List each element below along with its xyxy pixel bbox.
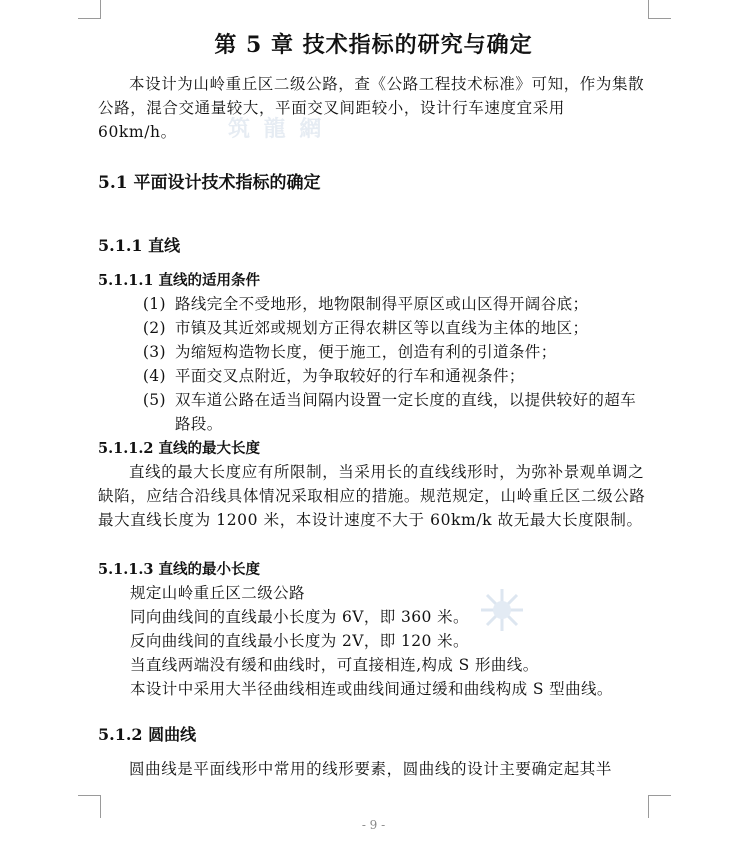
list-item-number: (5) bbox=[142, 391, 166, 409]
crop-mark-bottom-right bbox=[648, 795, 671, 818]
section-heading-5-1-1: 5.1.1 直线 bbox=[98, 236, 181, 255]
section-heading-5-1-1-1: 5.1.1.1 直线的适用条件 bbox=[98, 272, 261, 289]
list-item-text: 为缩短构造物长度，便于施工，创造有利的引道条件； bbox=[175, 343, 557, 361]
min-length-lines bbox=[130, 581, 650, 701]
text-line: 同向曲线间的直线最小长度为 6V，即 360 米。 bbox=[130, 608, 469, 626]
list-item bbox=[98, 364, 646, 388]
conditions-list bbox=[98, 292, 646, 436]
chapter-title: 第 5 章 技术指标的研究与确定 bbox=[214, 32, 533, 58]
list-item bbox=[98, 316, 646, 340]
list-item bbox=[98, 340, 646, 364]
watermark-text: 筑 龍 網 bbox=[228, 116, 325, 142]
text-line: 本设计中采用大半径曲线相连或曲线间通过缓和曲线构成 S 型曲线。 bbox=[130, 680, 613, 698]
list-item-text: 平面交叉点附近，为争取较好的行车和通视条件； bbox=[175, 367, 525, 385]
list-item-text: 双车道公路在适当间隔内设置一定长度的直线，以提供较好的超车路段。 bbox=[175, 391, 637, 433]
list-item-text: 路线完全不受地形，地物限制得平原区或山区得开阔谷底； bbox=[175, 295, 589, 313]
crop-mark-top-left bbox=[78, 0, 101, 19]
section-heading-5-1: 5.1 平面设计技术指标的确定 bbox=[98, 173, 321, 193]
section-heading-5-1-2: 5.1.2 圆曲线 bbox=[98, 725, 197, 744]
list-item-number: (3) bbox=[142, 343, 166, 361]
list-item-number: (2) bbox=[142, 319, 166, 337]
intro-paragraph: 本设计为山岭重丘区二级公路，查《公路工程技术标准》可知，作为集散公路，混合交通量较大，平面交叉间距较小，设计行车速度宜采用 60km/h。 bbox=[98, 75, 645, 141]
text-line: 当直线两端没有缓和曲线时，可直接相连,构成 S 形曲线。 bbox=[130, 656, 539, 674]
list-item-number: (4) bbox=[142, 367, 166, 385]
crop-mark-bottom-left bbox=[78, 795, 101, 818]
curve-paragraph: 圆曲线是平面线形中常用的线形要素，圆曲线的设计主要确定起其半 bbox=[129, 760, 613, 778]
page-number: - 9 - bbox=[361, 818, 386, 832]
max-length-paragraph: 直线的最大长度应有所限制，当采用长的直线线形时，为弥补景观单调之缺陷，应结合沿线具体情况采取相应的措施。规范规定，山岭重丘区二级公路最大直线长度为 1200 米，本设计速度不大于 60km/k 故无最大长度限制。 bbox=[98, 463, 646, 529]
list-item-number: (1) bbox=[142, 295, 166, 313]
section-heading-5-1-1-2: 5.1.1.2 直线的最大长度 bbox=[98, 440, 261, 457]
text-line: 反向曲线间的直线最小长度为 2V，即 120 米。 bbox=[130, 632, 469, 650]
text-line: 规定山岭重丘区二级公路 bbox=[130, 584, 305, 602]
list-item bbox=[98, 292, 646, 316]
list-item-text: 市镇及其近郊或规划方正得农耕区等以直线为主体的地区； bbox=[175, 319, 589, 337]
section-heading-5-1-1-3: 5.1.1.3 直线的最小长度 bbox=[98, 561, 261, 578]
list-item bbox=[98, 388, 646, 436]
crop-mark-top-right bbox=[648, 0, 671, 19]
